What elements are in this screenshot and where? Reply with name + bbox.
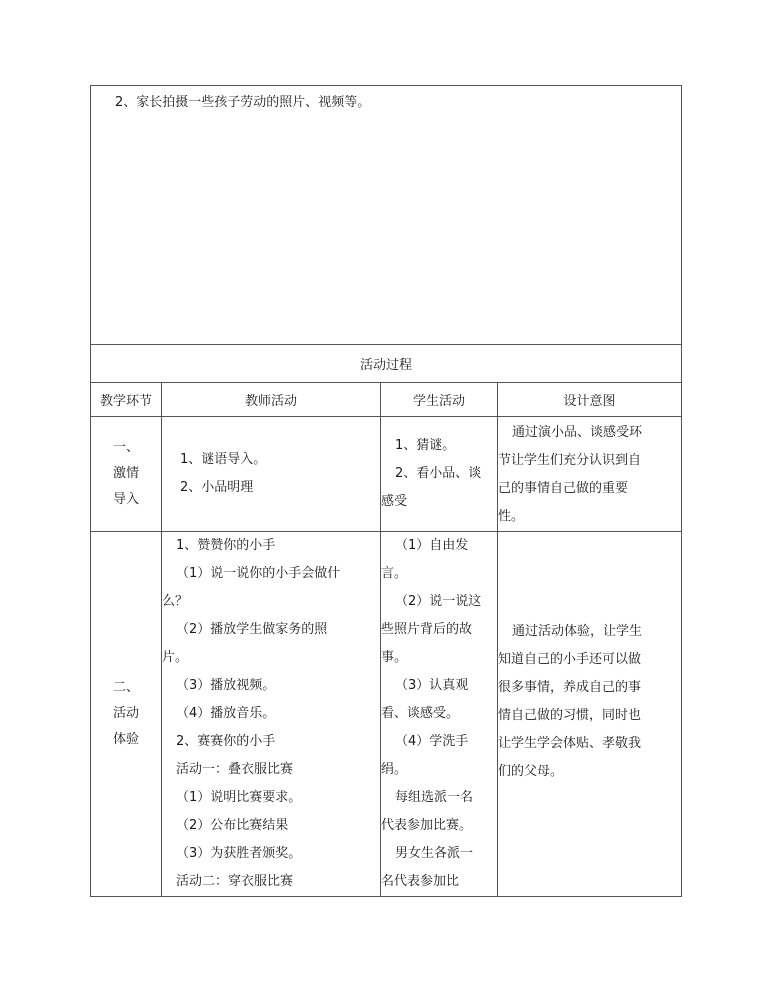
teacher-line: （2）公布比赛结果: [176, 818, 289, 833]
preparation-cell: [91, 86, 682, 345]
student-line: （4）学洗手: [395, 734, 469, 749]
header-stage: 教学环节: [91, 383, 162, 417]
teacher-line: 活动一：叠衣服比赛: [176, 762, 294, 777]
student-line: 些照片背后的故: [381, 622, 473, 637]
teacher-line: 活动二：穿衣服比赛: [176, 874, 294, 889]
header-teacher: 教师活动: [162, 383, 381, 417]
header-intent: 设计意图: [498, 383, 682, 417]
student-line: 代表参加比赛。: [381, 818, 473, 833]
stage-line: 活动: [112, 706, 139, 721]
student-line: （3）认真观: [395, 678, 469, 693]
section-title: 活动过程: [91, 345, 682, 383]
stage-cell: [91, 417, 162, 532]
student-line: 绢。: [381, 762, 408, 777]
stage-line: 导入: [112, 492, 139, 507]
teacher-line: 1、谜语导入。: [180, 452, 267, 467]
stage-cell: [91, 532, 162, 897]
intent-cell: [498, 417, 682, 532]
intent-line: 通过演小品、谈感受环: [512, 425, 643, 440]
intent-line: 让学生学会体贴、孝敬我: [498, 736, 642, 751]
teacher-line: （3）播放视频。: [176, 678, 276, 693]
student-line: （2）说一说这: [395, 594, 482, 609]
student-line: 每组选派一名: [395, 790, 474, 805]
teacher-line: 片。: [162, 650, 189, 665]
table-row: [91, 417, 682, 532]
teacher-cell: [162, 532, 381, 897]
intent-line: 己的事情自己做的重要: [498, 481, 629, 496]
student-line: 感受: [381, 494, 408, 509]
stage-line: 体验: [112, 732, 139, 747]
teacher-line: （4）播放音乐。: [176, 706, 276, 721]
student-line: 名代表参加比: [381, 874, 460, 889]
intent-line: 情自己做的习惯，同时也: [498, 708, 642, 723]
intent-cell: [498, 532, 682, 897]
stage-line: 激情: [112, 466, 139, 481]
teacher-line: （1）说一说你的小手会做什: [176, 566, 341, 581]
intent-line: 们的父母。: [498, 764, 564, 779]
student-line: 1、猜谜。: [395, 438, 456, 453]
teacher-line: 2、小品明理: [180, 480, 254, 495]
teacher-line: 1、赞赞你的小手: [176, 538, 276, 553]
preparation-line: 2、家长拍摄一些孩子劳动的照片、视频等。: [115, 95, 371, 110]
intent-line: 知道自己的小手还可以做: [498, 652, 642, 667]
header-student: 学生活动: [381, 383, 498, 417]
student-line: （1）自由发: [395, 538, 469, 553]
student-line: 2、看小品、谈: [395, 466, 482, 481]
teacher-line: 么？: [162, 594, 189, 609]
teacher-line: 2、赛赛你的小手: [176, 734, 276, 749]
student-line: 男女生各派一: [395, 846, 474, 861]
header-row: [91, 383, 682, 417]
teacher-line: （3）为获胜者颁奖。: [176, 846, 302, 861]
stage-line: 二、: [112, 680, 139, 695]
student-cell: [381, 417, 498, 532]
intent-line: 很多事情，养成自己的事: [498, 680, 642, 695]
table-row: [91, 532, 682, 897]
intent-line: 性。: [498, 509, 525, 524]
student-line: 事。: [381, 650, 408, 665]
student-line: 言。: [381, 566, 408, 581]
intent-line: 节让学生们充分认识到自: [498, 453, 642, 468]
intent-line: 通过活动体验，让学生: [512, 624, 643, 639]
teacher-cell: [162, 417, 381, 532]
teacher-line: （1）说明比赛要求。: [176, 790, 302, 805]
student-line: 看、谈感受。: [381, 706, 460, 721]
lesson-plan-table: [90, 85, 682, 897]
teacher-line: （2）播放学生做家务的照: [176, 622, 328, 637]
student-cell: [381, 532, 498, 897]
stage-line: 一、: [112, 440, 139, 455]
